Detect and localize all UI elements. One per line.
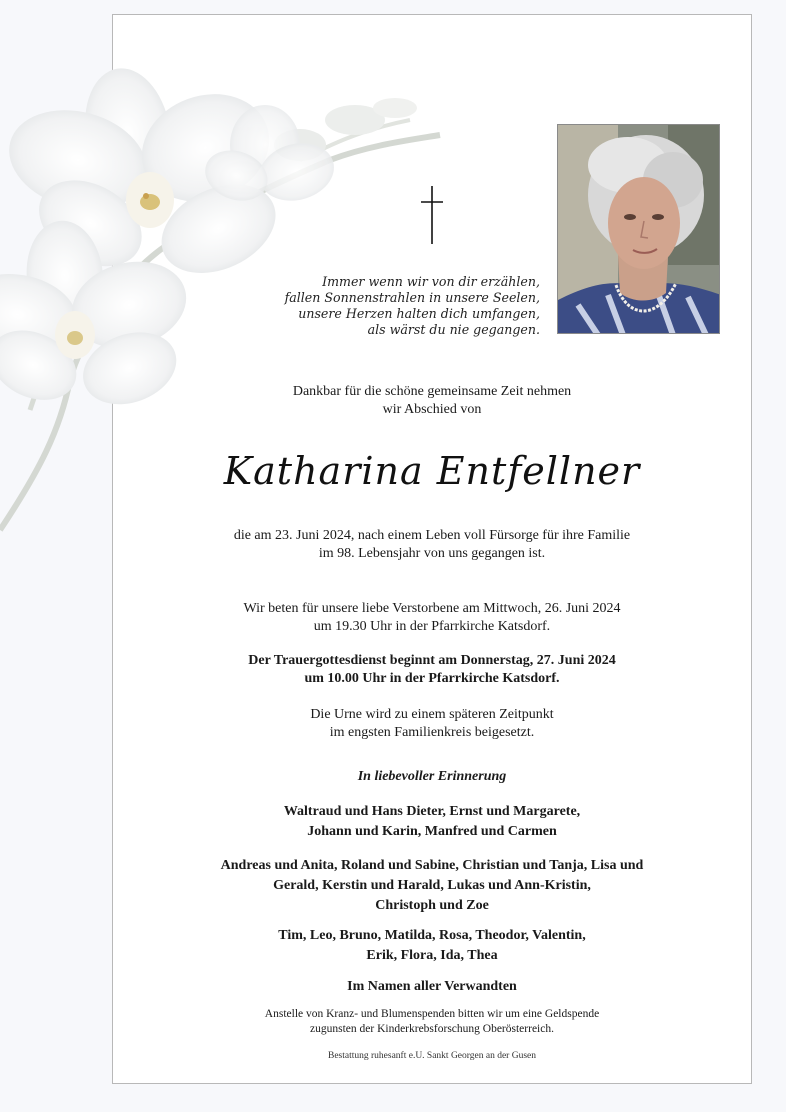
service-line: um 10.00 Uhr in der Pfarrkirche Katsdorf. [304,671,560,686]
funeral-service-notice [112,652,752,688]
family-line: Gerald, Kerstin und Harald, Lukas und Ann-Kristin, [273,878,591,893]
prayer-line: Wir beten für unsere liebe Verstorbene am Mittwoch, 26. Juni 2024 [243,601,621,616]
family-line: Johann und Karin, Manfred und Carmen [307,824,557,839]
death-line: die am 23. Juni 2024, nach einem Leben voll Fürsorge für ihre Familie [233,528,631,543]
urn-notice [112,706,752,742]
urn-line: Die Urne wird zu einem späteren Zeitpunkt [310,707,554,722]
donation-notice [112,1007,752,1037]
prayer-notice [112,600,752,636]
intro-text [112,383,752,419]
deceased-name: Katharina Entfellner [223,449,641,493]
service-line: Der Trauergottesdienst beginnt am Donnerstag, 27. Juni 2024 [248,653,616,668]
family-line: Erik, Flora, Ida, Thea [366,948,498,963]
intro-line: wir Abschied von [382,402,482,417]
undertaker-credit: Bestattung ruhesanft e.U. Sankt Georgen an der Gusen [328,1051,536,1061]
poem-line: unsere Herzen halten dich umfangen, [298,306,540,321]
poem-line: fallen Sonnenstrahlen in unsere Seelen, [284,290,540,305]
family-line: Waltraud und Hans Dieter, Ernst und Margarete, [283,804,581,819]
death-notice [112,527,752,563]
poem-line: Immer wenn wir von dir erzählen, [322,274,540,289]
urn-line: im engsten Familienkreis beigesetzt. [329,725,535,740]
donation-line: Anstelle von Kranz- und Blumenspenden bitten wir um eine Geldspende [264,1008,600,1020]
cross-icon [421,186,443,244]
donation-line: zugunsten der Kinderkrebsforschung Oberösterreich. [310,1023,554,1035]
intro-line: Dankbar für die schöne gemeinsame Zeit nehmen [292,384,572,399]
poem-line: als wärst du nie gegangen. [367,322,540,337]
family-grandchildren [112,856,752,916]
family-children [112,802,752,842]
portrait-photo [557,124,720,334]
memory-heading: In liebevoller Erinnerung [357,769,507,784]
poem [220,274,540,338]
family-line: Tim, Leo, Bruno, Matilda, Rosa, Theodor, Valentin, [278,928,586,943]
prayer-line: um 19.30 Uhr in der Pfarrkirche Katsdorf. [313,619,551,634]
family-line: Christoph und Zoe [375,898,489,913]
death-line: im 98. Lebensjahr von uns gegangen ist. [318,546,546,561]
family-line: Andreas und Anita, Roland und Sabine, Christian und Tanja, Lisa und [220,858,644,873]
relatives-signature: Im Namen aller Verwandten [347,979,517,994]
family-great-grandchildren [112,926,752,966]
